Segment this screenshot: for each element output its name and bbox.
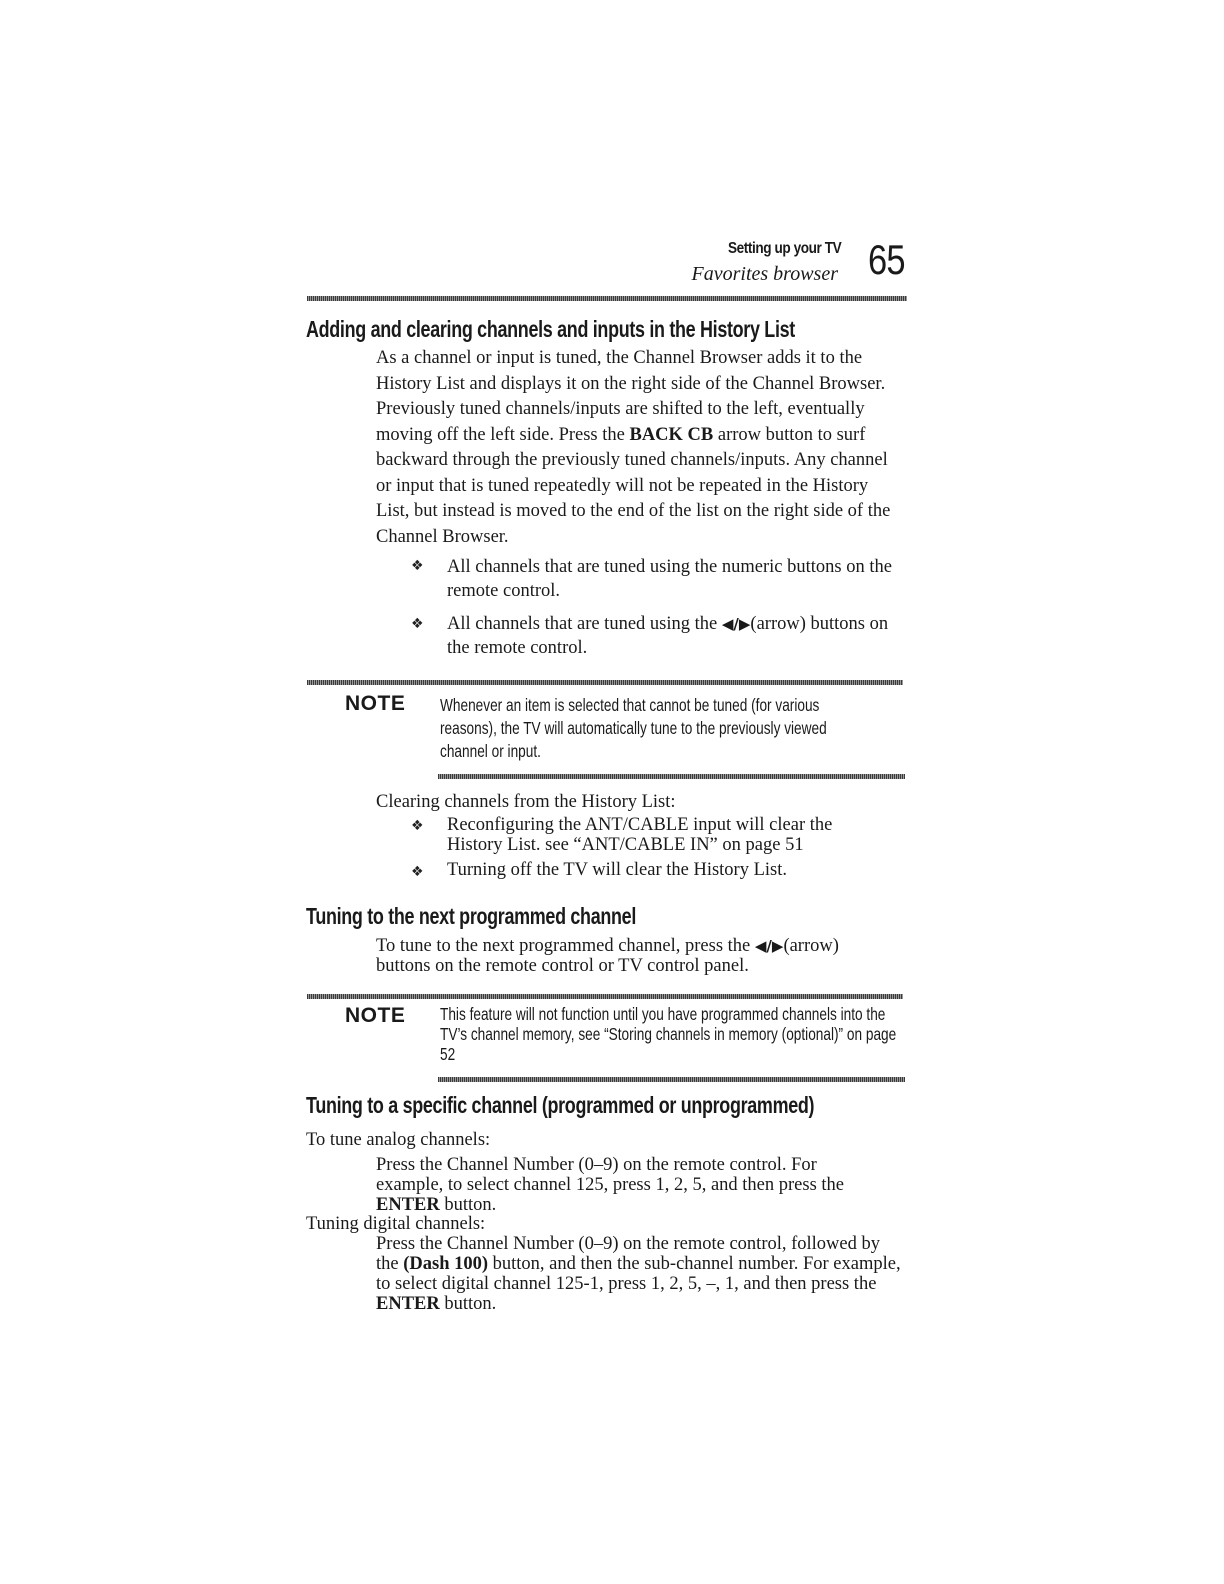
enter-button-label: ENTER [376, 1195, 440, 1215]
note-label: NOTE [345, 1004, 406, 1027]
history-list-paragraph [376, 346, 901, 550]
dash-100-label: (Dash 100) [403, 1254, 489, 1274]
digital-text-a: Press the Channel Number (0–9) on the remote control, followed by the [376, 1234, 881, 1274]
arrow-buttons-icon: ◀/▶ [721, 615, 751, 633]
bullet-diamond-icon: ❖ [411, 616, 424, 632]
clearing-intro: Clearing channels from the History List: [376, 792, 676, 812]
arrow-buttons-icon: ◀/▶ [754, 937, 784, 955]
section-heading-specific-channel: Tuning to a specific channel (programmed or unprogrammed) [306, 1092, 815, 1118]
digital-text-c: button. [439, 1294, 497, 1314]
analog-paragraph [376, 1155, 886, 1215]
note-label: NOTE [345, 692, 406, 715]
bullet-diamond-icon: ❖ [411, 818, 424, 834]
digital-label: Tuning digital channels: [306, 1214, 486, 1234]
bullet-arrow-text-a: All channels that are tuned using the [447, 614, 722, 634]
analog-label: To tune analog channels: [306, 1130, 491, 1150]
header-subsection-title: Favorites browser [691, 263, 838, 285]
note-text: Whenever an item is selected that cannot be tuned (for various reasons), the TV will automatically tune to the previously viewed channel or input. [440, 695, 827, 761]
note-text: This feature will not function until you have programmed channels into the TV’s channel memory, see “Storing channels in memory (optional)” on page 52 [440, 1004, 897, 1064]
digital-paragraph [376, 1234, 906, 1314]
next-channel-text-b: (arrow) buttons on the remote control or TV control panel. [376, 936, 839, 976]
page-number: 65 [868, 236, 905, 283]
analog-text-a: Press the Channel Number (0–9) on the remote control. For example, to select channel 125, press 1, 2, 5, and then press the [376, 1155, 845, 1195]
section-heading-history-list: Adding and clearing channels and inputs in the History List [306, 316, 795, 342]
note-top-rule [307, 994, 903, 999]
back-cb-label: BACK CB [629, 424, 714, 445]
enter-button-label: ENTER [376, 1294, 440, 1314]
bullet-arrow-text-b: (arrow) buttons on the remote control. [447, 614, 889, 658]
next-channel-paragraph [376, 936, 886, 976]
history-para-text-b: arrow button to surf backward through the previously tuned channels/inputs. Any channel or input that is tuned repeatedly will not be repeated in the History List, but instead is moved to the end of the list on the right side of the Channel Browser. [376, 424, 891, 547]
note-bottom-rule [438, 774, 905, 779]
clearing-bullet-reconfigure: Reconfiguring the ANT/CABLE input will clear the History List. see “ANT/CABLE IN” on page 51 [447, 815, 833, 855]
section-heading-next-channel: Tuning to the next programmed channel [306, 903, 637, 929]
next-channel-text-a: To tune to the next programmed channel, press the [376, 936, 755, 956]
bullet-diamond-icon: ❖ [411, 864, 424, 880]
digital-text-b: button, and then the sub-channel number. For example, to select digital channel 125-1, press 1, 2, 5, –, 1, and then press the [376, 1254, 901, 1294]
header-rule [307, 296, 907, 301]
header-section-title: Setting up your TV [727, 240, 841, 257]
note-bottom-rule [438, 1077, 905, 1082]
note-top-rule [307, 680, 903, 685]
clearing-bullet-turn-off: Turning off the TV will clear the History List. [447, 860, 788, 880]
bullet-diamond-icon: ❖ [411, 558, 424, 574]
history-bullet-numeric: All channels that are tuned using the numeric buttons on the remote control. [447, 557, 892, 601]
analog-text-b: button. [439, 1195, 497, 1215]
history-bullet-arrow [447, 612, 907, 660]
history-para-text-a: As a channel or input is tuned, the Channel Browser adds it to the History List and displays it on the right side of the Channel Browser. Previously tuned channels/inputs are shifted to the left, eventually moving off the left side. Press the [376, 348, 886, 445]
